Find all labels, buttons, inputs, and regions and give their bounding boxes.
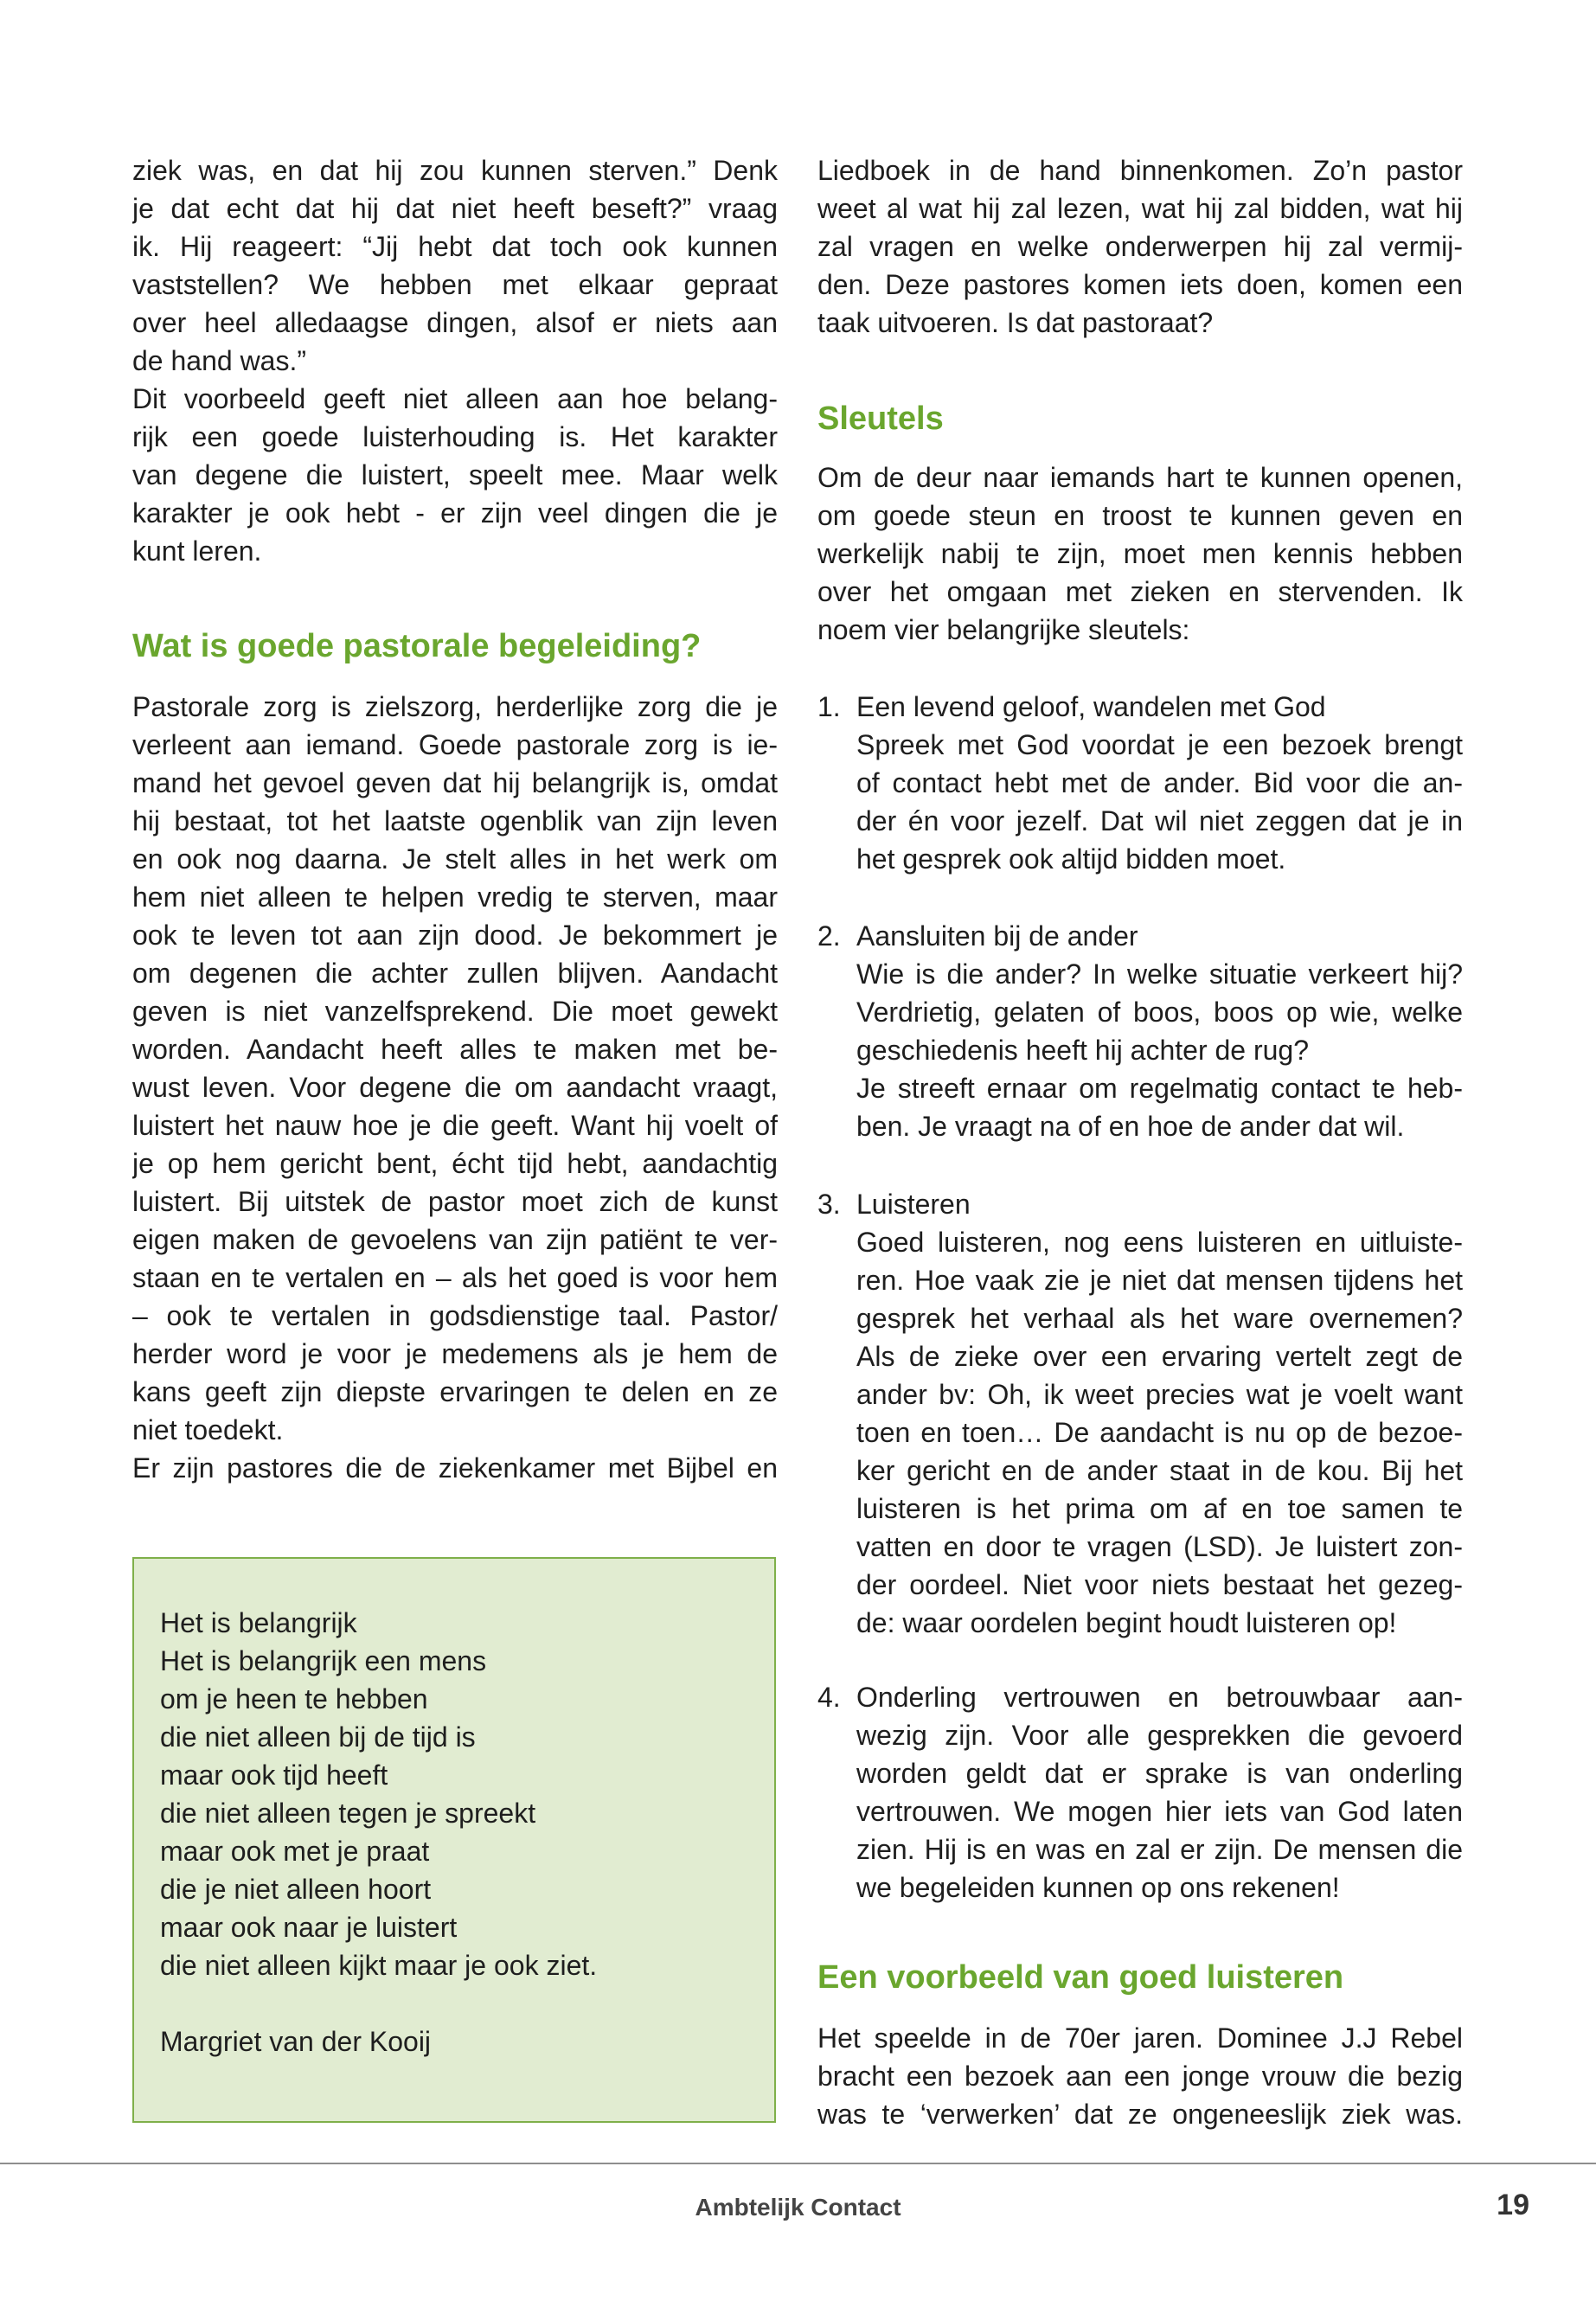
text-line: we begeleiden kunnen op ons rekenen! xyxy=(856,1872,1340,1903)
text-line: taak uitvoeren. Is dat pastoraat? xyxy=(817,307,1214,338)
text-line: om goede steun en troost te kunnen geven en xyxy=(817,500,1463,531)
text-line: en ook nog daarna. Je stelt alles in het werk om xyxy=(132,843,778,875)
text-line: Spreek met God voordat je een bezoek brengt xyxy=(856,729,1463,760)
poem-line: die niet alleen kijkt maar je ook ziet. xyxy=(160,1950,598,1981)
text-line: luistert het nauw hoe je die geeft. Want hij voelt of xyxy=(132,1110,778,1141)
text-line: je op hem gericht bent, écht tijd hebt, aandachtig xyxy=(132,1148,778,1179)
text-line: ben. Je vraagt na of en hoe de ander dat wil. xyxy=(856,1111,1405,1142)
text-line: Er zijn pastores die de ziekenkamer met Bijbel en xyxy=(132,1452,778,1484)
text-line: Wie is die ander? In welke situatie verkeert hij? xyxy=(856,958,1463,990)
text-line: Verdrietig, gelaten of boos, boos op wie, welke xyxy=(856,997,1463,1028)
text-line: eigen maken de gevoelens van zijn patiënt te ver- xyxy=(132,1224,778,1255)
text-line: Je streeft ernaar om regelmatig contact te heb- xyxy=(856,1073,1463,1104)
text-line: luistert. Bij uitstek de pastor moet zich de kunst xyxy=(132,1186,778,1217)
poem-line: Het is belangrijk een mens xyxy=(160,1645,487,1676)
text-line: Goed luisteren, nog eens luisteren en uitluiste- xyxy=(856,1227,1463,1258)
text-line: worden geldt dat er sprake is van onderling xyxy=(856,1758,1463,1789)
text-line: van degene die luistert, speelt mee. Maar welk xyxy=(132,459,778,490)
text-line: Dit voorbeeld geeft niet alleen aan hoe belang- xyxy=(132,383,778,414)
text-line: den. Deze pastores komen iets doen, komen een xyxy=(817,269,1463,300)
footer-divider xyxy=(0,2163,1596,2164)
poem-line: maar ook tijd heeft xyxy=(160,1759,388,1791)
text-line: noem vier belangrijke sleutels: xyxy=(817,614,1190,645)
section-heading: Wat is goede pastorale begeleiding? xyxy=(132,628,702,664)
text-line: der oordeel. Niet voor niets bestaat het gezeg- xyxy=(856,1569,1463,1600)
section-heading: Een voorbeeld van goed luisteren xyxy=(817,1959,1344,1996)
text-line: herder word je voor je medemens als je hem de xyxy=(132,1338,778,1369)
text-line: der én voor jezelf. Dat wil niet zeggen dat je in xyxy=(856,805,1463,836)
text-line: ook te leven tot aan zijn dood. Je bekommert je xyxy=(132,920,778,951)
text-line: Liedboek in de hand binnenkomen. Zo’n pastor xyxy=(817,155,1463,186)
text-line: hem niet alleen te helpen vredig te sterven, maar xyxy=(132,881,778,913)
list-item-number: 4. xyxy=(817,1682,841,1713)
poem-box xyxy=(132,1557,776,2123)
text-line: de hand was.” xyxy=(132,345,307,376)
text-line: wezig zijn. Voor alle gesprekken die gevoerd xyxy=(856,1720,1463,1751)
footer-publication-title: Ambtelijk Contact xyxy=(695,2194,901,2221)
text-line: toen en toen… De aandacht is nu op de bezoe- xyxy=(856,1417,1463,1448)
text-line: werkelijk nabij te zijn, moet men kennis hebben xyxy=(817,538,1463,569)
text-line: de: waar oordelen begint houdt luisteren op! xyxy=(856,1607,1397,1638)
list-item-number: 3. xyxy=(817,1189,841,1220)
poem-author: Margriet van der Kooij xyxy=(160,2026,432,2057)
text-line: Als de zieke over een ervaring vertelt zegt de xyxy=(856,1341,1463,1372)
poem-line: maar ook naar je luistert xyxy=(160,1912,458,1943)
text-line: geven is niet vanzelfsprekend. Die moet gewekt xyxy=(132,996,778,1027)
text-line: vertrouwen. We mogen hier iets van God laten xyxy=(856,1796,1463,1827)
text-line: zien. Hij is en was en zal er zijn. De mensen die xyxy=(856,1834,1463,1865)
text-line: – ook te vertalen in godsdienstige taal. Pastor/ xyxy=(132,1300,778,1331)
list-item-number: 2. xyxy=(817,920,841,952)
poem-line: die je niet alleen hoort xyxy=(160,1874,432,1905)
text-line: verleent aan iemand. Goede pastorale zorg is ie- xyxy=(132,729,778,760)
text-line: Om de deur naar iemands hart te kunnen openen, xyxy=(817,462,1463,493)
text-line: wust leven. Voor degene die om aandacht vraagt, xyxy=(132,1072,778,1103)
list-item-title: Een levend geloof, wandelen met God xyxy=(856,691,1326,722)
text-line: kunt leren. xyxy=(132,535,262,567)
text-line: vatten en door te vragen (LSD). Je luistert zon- xyxy=(856,1531,1463,1562)
text-line: worden. Aandacht heeft alles te maken met be- xyxy=(132,1034,778,1065)
text-line: of contact hebt met de ander. Bid voor die an- xyxy=(856,767,1463,798)
text-line: Onderling vertrouwen en betrouwbaar aan- xyxy=(856,1682,1463,1713)
text-line: Het speelde in de 70er jaren. Dominee J.J Rebel xyxy=(817,2022,1463,2054)
text-line: was te ‘verwerken’ dat ze ongeneeslijk ziek was. xyxy=(817,2099,1463,2130)
text-line: ander bv: Oh, ik weet precies wat je voelt want xyxy=(856,1379,1463,1410)
page-number: 19 xyxy=(1497,2189,1529,2221)
text-line: rijk een goede luisterhouding is. Het karakter xyxy=(132,421,778,452)
text-line: mand het gevoel geven dat hij belangrijk is, omdat xyxy=(132,767,778,798)
text-line: staan en te vertalen en – als het goed is voor hem xyxy=(132,1262,778,1293)
text-line: ker gericht en de ander staat in de kou. Bij het xyxy=(856,1455,1463,1486)
poem-line: maar ook met je praat xyxy=(160,1836,430,1867)
text-line: Pastorale zorg is zielszorg, herderlijke zorg die je xyxy=(132,691,778,722)
text-line: bracht een bezoek aan een jonge vrouw die bezig xyxy=(817,2061,1463,2092)
text-line: om degenen die achter zullen blijven. Aandacht xyxy=(132,958,778,989)
poem-line: om je heen te hebben xyxy=(160,1683,428,1715)
poem-line: die niet alleen bij de tijd is xyxy=(160,1721,476,1753)
text-line: het gesprek ook altijd bidden moet. xyxy=(856,843,1286,875)
text-line: over het omgaan met zieken en stervenden. Ik xyxy=(817,576,1463,607)
text-line: karakter je ook hebt - er zijn veel dingen die je xyxy=(132,497,778,529)
text-line: gesprek het verhaal als het ware overnemen? xyxy=(856,1303,1463,1334)
poem-line: Het is belangrijk xyxy=(160,1607,357,1638)
text-line: luisteren is het prima om af en toe samen te xyxy=(856,1493,1463,1524)
text-line: geschiedenis heeft hij achter de rug? xyxy=(856,1035,1310,1066)
text-line: kans geeft zijn diepste ervaringen te delen en ze xyxy=(132,1376,778,1407)
poem-line: die niet alleen tegen je spreekt xyxy=(160,1798,536,1829)
text-line: vaststellen? We hebben met elkaar gepraat xyxy=(132,269,778,300)
text-line: weet al wat hij zal lezen, wat hij zal bidden, wat hij xyxy=(817,193,1463,224)
list-item-title: Luisteren xyxy=(856,1189,971,1220)
text-line: niet toedekt. xyxy=(132,1414,284,1445)
section-heading: Sleutels xyxy=(817,401,944,437)
text-line: je dat echt dat hij dat niet heeft beseft?” vraag xyxy=(132,193,778,224)
text-line: over heel alledaagse dingen, alsof er niets aan xyxy=(132,307,778,338)
text-line: ziek was, en dat hij zou kunnen sterven.” Denk xyxy=(132,155,778,186)
text-line: zal vragen en welke onderwerpen hij zal vermij- xyxy=(817,231,1463,262)
list-item-title: Aansluiten bij de ander xyxy=(856,920,1138,952)
text-line: hij bestaat, tot het laatste ogenblik van zijn leven xyxy=(132,805,778,836)
text-line: ik. Hij reageert: “Jij hebt dat toch ook kunnen xyxy=(132,231,778,262)
text-line: ren. Hoe vaak zie je niet dat mensen tijdens het xyxy=(856,1265,1463,1296)
list-item-number: 1. xyxy=(817,691,841,722)
